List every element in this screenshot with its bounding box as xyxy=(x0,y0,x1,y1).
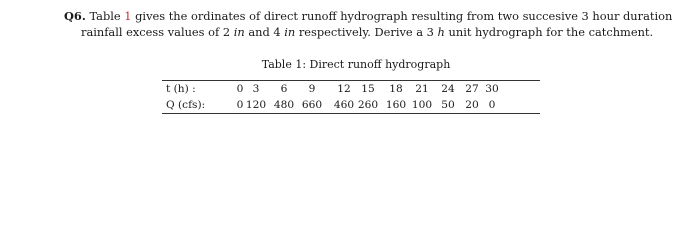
time-value-cell: 15 xyxy=(361,83,375,95)
time-value-cell: 6 xyxy=(280,83,288,95)
discharge-value-cell: 460 xyxy=(333,99,355,111)
question-line-2 xyxy=(64,24,664,40)
discharge-value-cell: 160 xyxy=(385,99,407,111)
time-value-cell: 27 xyxy=(465,83,479,95)
discharge-value-cell: 20 xyxy=(465,99,479,111)
table-row-discharge xyxy=(162,97,540,113)
question-text-part: respectively. Derive a 3 xyxy=(298,25,434,39)
discharge-value-cell: 100 xyxy=(411,99,433,111)
unit-symbol: h xyxy=(437,25,445,39)
table-row-time xyxy=(162,81,540,97)
unit-symbol: in xyxy=(233,25,245,39)
time-value-cell: 18 xyxy=(389,83,403,95)
row-label-discharge: Q (cfs): xyxy=(166,99,206,111)
table-caption: Table 1: Direct runoff hydrograph xyxy=(261,58,451,71)
row-label-time: t (h) : xyxy=(166,83,196,95)
discharge-value-cell: 660 xyxy=(301,99,323,111)
question-text-part: and 4 xyxy=(248,25,281,39)
question-text-part: rainfall excess values of 2 xyxy=(81,25,231,39)
time-value-cell: 21 xyxy=(415,83,429,95)
question-text-part: Table xyxy=(89,9,121,23)
time-value-cell: 0 xyxy=(236,83,244,95)
question-line-1 xyxy=(64,8,673,24)
time-value-cell: 9 xyxy=(308,83,316,95)
discharge-value-cell: 50 xyxy=(441,99,455,111)
time-value-cell: 12 xyxy=(337,83,351,95)
question-text xyxy=(64,8,673,40)
time-value-cell: 3 xyxy=(252,83,260,95)
unit-symbol: in xyxy=(284,25,296,39)
discharge-value-cell: 0 xyxy=(236,99,244,111)
question-text-part: unit hydrograph for the catchment. xyxy=(448,25,654,39)
discharge-value-cell: 480 xyxy=(273,99,295,111)
discharge-value-cell: 260 xyxy=(357,99,379,111)
question-text-part: gives the ordinates of direct runoff hydrograph resulting from two succesive 3 hour duration xyxy=(135,9,673,23)
time-value-cell: 30 xyxy=(485,83,499,95)
table-reference-link[interactable]: 1 xyxy=(124,9,132,23)
discharge-value-cell: 120 xyxy=(245,99,267,111)
discharge-value-cell: 0 xyxy=(488,99,496,111)
time-value-cell: 24 xyxy=(441,83,455,95)
hydrograph-table xyxy=(162,80,540,114)
question-number: Q6. xyxy=(64,9,86,23)
